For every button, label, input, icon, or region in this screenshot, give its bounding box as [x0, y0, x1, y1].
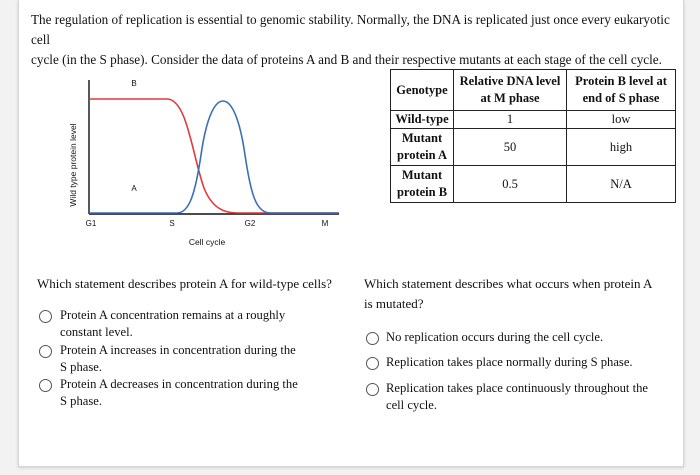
- q1-option-3-line-2: S phase.: [60, 394, 102, 408]
- protein-level-graph: [59, 70, 339, 255]
- radio-button-icon[interactable]: [39, 379, 52, 392]
- row-dna-level: 0.5: [454, 166, 567, 203]
- y-axis-label: Wild type protein level: [68, 123, 78, 207]
- q2-option-1-label: No replication occurs during the cell cycle.: [386, 330, 604, 344]
- radio-button-icon[interactable]: [39, 345, 52, 358]
- row-genotype-line-2: protein A: [396, 148, 448, 162]
- row-genotype: [391, 166, 454, 203]
- table-row: [391, 111, 676, 129]
- phase-label-s: S: [169, 219, 175, 228]
- phase-label-g2: G2: [244, 219, 256, 228]
- phase-label-g1: G1: [85, 219, 97, 228]
- radio-button-icon[interactable]: [39, 310, 52, 323]
- q1-option-1-label: [60, 307, 285, 341]
- genotype-table: [390, 69, 676, 203]
- header-dna-level: [454, 70, 567, 111]
- label-b: B: [131, 79, 137, 88]
- row-dna-level: 1: [454, 111, 567, 129]
- q1-option-2-label: [60, 342, 296, 376]
- row-protein-b: high: [567, 129, 676, 166]
- intro-text: [31, 10, 671, 70]
- row-genotype-line-1: Mutant: [401, 168, 443, 182]
- radio-button-icon[interactable]: [366, 383, 379, 396]
- radio-button-icon[interactable]: [366, 332, 379, 345]
- header-protb-line-1: Protein B level at: [575, 74, 667, 88]
- q2-option-3[interactable]: [364, 380, 664, 416]
- question-2-line-2: is mutated?: [364, 296, 424, 311]
- q1-option-3-line-1: Protein A decreases in concentration during the: [60, 377, 298, 391]
- q1-option-1-line-2: constant level.: [60, 325, 133, 339]
- table-row: [391, 129, 676, 166]
- row-dna-level: 50: [454, 129, 567, 166]
- row-protein-b: low: [567, 111, 676, 129]
- q2-option-3-line-2: cell cycle.: [386, 398, 438, 412]
- q1-option-2-line-1: Protein A increases in concentration during the: [60, 343, 296, 357]
- header-protb-line-2: end of S phase: [582, 91, 660, 105]
- protein-a-curve: [89, 101, 339, 213]
- header-protein-b: [567, 70, 676, 111]
- question-2-line-1: Which statement describes what occurs when protein A: [364, 276, 653, 291]
- header-dna-line-1: Relative DNA level: [459, 74, 561, 88]
- row-genotype-line-1: Mutant: [401, 131, 443, 145]
- phase-label-m: M: [321, 219, 329, 228]
- intro-line-1: The regulation of replication is essential to genomic stability. Normally, the DNA is replicated just once every eukaryotic cell: [31, 12, 670, 47]
- row-protein-b: N/A: [567, 166, 676, 203]
- q1-option-3[interactable]: [37, 376, 327, 412]
- header-genotype: Genotype: [391, 70, 454, 111]
- q2-option-1[interactable]: [364, 329, 664, 347]
- intro-line-2: cycle (in the S phase). Consider the data of proteins A and B and their respective mutants at each stage of the cell cycle.: [31, 52, 662, 67]
- table-row: [391, 166, 676, 203]
- x-axis-label: Cell cycle: [188, 237, 226, 247]
- question-card: [18, 0, 684, 467]
- q1-option-1-line-1: Protein A concentration remains at a roughly: [60, 308, 286, 322]
- q2-option-2[interactable]: [364, 354, 664, 372]
- radio-button-icon[interactable]: [366, 357, 379, 370]
- q2-option-3-label: [386, 380, 648, 414]
- row-genotype: Wild-type: [391, 111, 454, 129]
- table-header-row: [391, 70, 676, 111]
- row-genotype-line-2: protein B: [396, 185, 448, 199]
- q1-option-3-label: [60, 376, 298, 410]
- q2-option-2-label: Replication takes place normally during S phase.: [386, 355, 633, 369]
- q2-option-3-line-1: Replication takes place continuously throughout the: [386, 381, 648, 395]
- row-genotype: [391, 129, 454, 166]
- question-1-text: Which statement describes protein A for wild-type cells?: [37, 276, 332, 291]
- label-a: A: [131, 184, 137, 193]
- header-dna-line-2: at M phase: [480, 91, 540, 105]
- q1-option-2[interactable]: [37, 342, 327, 378]
- protein-b-curve: [89, 99, 339, 213]
- q1-option-2-line-2: S phase.: [60, 360, 102, 374]
- q1-option-1[interactable]: [37, 307, 327, 343]
- question-2-text: [364, 274, 652, 314]
